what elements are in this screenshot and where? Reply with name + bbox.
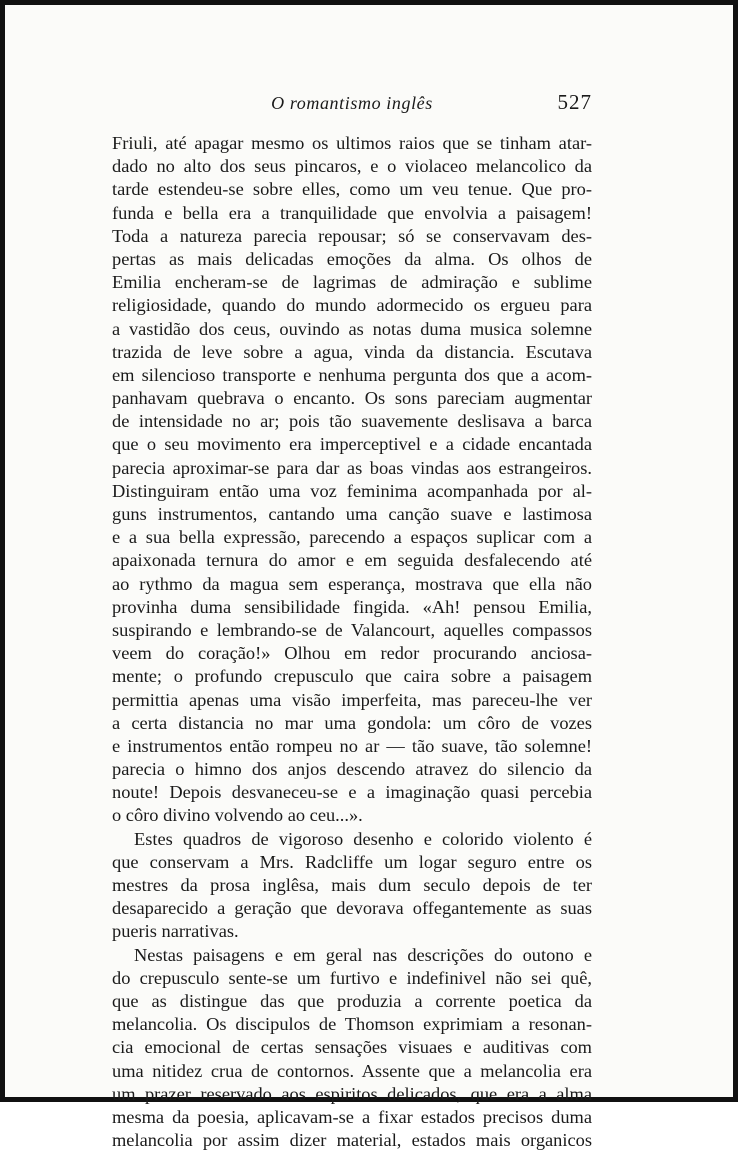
- text-line: panhavam quebrava o encanto. Os sons pareciam augmentar: [112, 388, 592, 409]
- text-line: Distinguiram então uma voz feminima acompanhada por al-: [112, 480, 592, 501]
- text-line: o côro divino volvendo ao ceu...».: [112, 805, 363, 826]
- text-line: desaparecido a geração que devorava offegantemente as suas: [112, 898, 592, 919]
- body-text: [112, 132, 592, 1152]
- text-line: em silencioso transporte e nenhuma pergunta dos que a acom-: [112, 364, 592, 385]
- text-line: permittia apenas uma visão imperfeita, mas pareceu-lhe ver: [112, 689, 592, 710]
- text-line: melancolia. Os discipulos de Thomson exprimiam a resonan-: [112, 1014, 592, 1035]
- page-number: 527: [557, 90, 592, 114]
- text-line: apaixonada ternura do amor e em seguida desfalecendo até: [112, 550, 592, 571]
- text-line: Emilia encheram-se de lagrimas de admiração e sublime: [112, 272, 592, 293]
- text-line: noute! Depois desvaneceu-se e a imaginação quasi percebia: [112, 782, 592, 803]
- text-line: pertas as mais delicadas emoções da alma. Os olhos de: [112, 248, 592, 269]
- text-line: a certa distancia no mar uma gondola: um côro de vozes: [112, 712, 592, 733]
- text-line: dado no alto dos seus pincaros, e o violaceo melancolico da: [112, 156, 592, 177]
- text-line: parecia o himno dos anjos descendo atravez do silencio da: [112, 759, 592, 780]
- text-line: e instrumentos então rompeu no ar — tão suave, tão solemne!: [112, 735, 592, 756]
- running-head: [112, 90, 592, 119]
- text-line: do crepusculo sente-se um furtivo e indefinivel não sei quê,: [112, 967, 592, 988]
- text-line: trazida de leve sobre a agua, vinda da distancia. Escutava: [112, 341, 592, 362]
- text-line: veem do coração!» Olhou em redor procurando anciosa-: [112, 643, 592, 664]
- text-line: ao rythmo da magua sem esperança, mostrava que ella não: [112, 573, 592, 594]
- text-line: melancolia por assim dizer material, estados mais organicos: [112, 1130, 592, 1151]
- text-line: Friuli, até apagar mesmo os ultimos raios que se tinham atar-: [112, 133, 592, 153]
- text-line: tarde estendeu-se sobre elles, como um veu tenue. Que pro-: [112, 179, 592, 200]
- text-line: pueris narrativas.: [112, 921, 239, 942]
- text-line: provinha duma sensibilidade fingida. «Ah! pensou Emilia,: [112, 596, 592, 617]
- text-line: funda e bella era a tranquilidade que envolvia a paisagem!: [112, 202, 592, 223]
- text-line: que as distingue das que produzia a corrente poetica da: [112, 990, 592, 1011]
- text-line: de intensidade no ar; pois tão suavemente deslisava a barca: [112, 411, 592, 432]
- running-title: O romantismo inglês: [271, 93, 433, 113]
- text-line: mesma da poesia, aplicavam-se a fixar estados precisos duma: [112, 1106, 592, 1127]
- text-line: que conservam a Mrs. Radcliffe um logar seguro entre os: [112, 851, 592, 872]
- text-line: mente; o profundo crepusculo que caira sobre a paisagem: [112, 666, 592, 687]
- text-line: guns instrumentos, cantando uma canção suave e lastimosa: [112, 504, 592, 524]
- text-line: mestres da prosa inglêsa, mais dum seculo depois de ter: [112, 875, 592, 895]
- text-line: um prazer reservado aos espiritos delicados, que era a alma: [112, 1083, 592, 1104]
- book-page: [5, 5, 733, 1151]
- text-line: parecia aproximar-se para dar as boas vindas aos estrangeiros.: [112, 457, 592, 478]
- text-line: religiosidade, quando do mundo adormecido os ergueu para: [112, 295, 592, 316]
- paragraph-start-line: Nestas paisagens e em geral nas descrições do outono e: [134, 944, 592, 965]
- text-line: e a sua bella expressão, parecendo a espaços suplicar com a: [112, 527, 592, 548]
- text-line: cia emocional de certas sensações visuaes e auditivas com: [112, 1037, 592, 1058]
- text-line: suspirando e lembrando-se de Valancourt, aquelles compassos: [112, 619, 592, 640]
- paragraph-start-line: Estes quadros de vigoroso desenho e colorido violento é: [134, 828, 592, 849]
- text-line: uma nitidez crua de contornos. Assente que a melancolia era: [112, 1060, 592, 1081]
- text-line: Toda a natureza parecia repousar; só se conservavam des-: [112, 225, 592, 246]
- text-line: que o seu movimento era imperceptivel e a cidade encantada: [112, 434, 592, 455]
- text-line: a vastidão dos ceus, ouvindo as notas duma musica solemne: [112, 318, 592, 339]
